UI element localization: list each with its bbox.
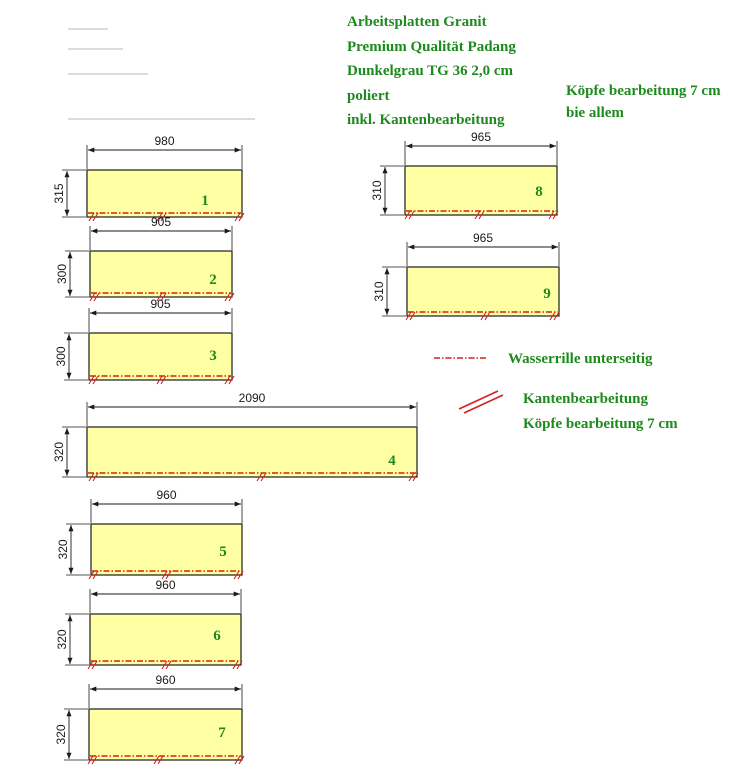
panel-number: 7 <box>218 725 226 741</box>
width-dimension-label: 2090 <box>238 391 266 405</box>
depth-dimension-label: 310 <box>372 281 386 302</box>
width-dimension-label: 905 <box>150 297 171 311</box>
width-dimension-label: 965 <box>472 231 494 245</box>
panel-9 <box>372 231 559 320</box>
depth-dimension-label: 315 <box>52 183 66 204</box>
panel-1 <box>52 134 244 221</box>
note-line: Köpfe bearbeitung 7 cm <box>566 83 721 99</box>
panel-number: 2 <box>209 272 217 288</box>
panel-number: 6 <box>213 628 221 644</box>
legend-edge-label: Kantenbearbeitung <box>523 391 649 407</box>
depth-dimension-label: 310 <box>370 180 384 201</box>
depth-dimension-label: 300 <box>54 346 68 367</box>
width-dimension-label: 960 <box>156 488 177 502</box>
panel-number: 4 <box>388 453 396 469</box>
header-line: inkl. Kantenbearbeitung <box>347 112 505 128</box>
depth-dimension-label: 300 <box>55 263 69 285</box>
panel-6 <box>55 578 242 669</box>
panel-number: 9 <box>543 286 551 302</box>
panel-7 <box>54 673 244 764</box>
legend-groove-label: Wasserrille unterseitig <box>508 351 653 367</box>
legend-layer <box>434 358 503 413</box>
depth-dimension-label: 320 <box>55 629 69 650</box>
panel-number: 1 <box>201 193 209 209</box>
note-line: bie allem <box>566 105 624 121</box>
depth-dimension-label: 320 <box>52 441 66 463</box>
panel-8 <box>370 130 558 219</box>
width-dimension-label: 905 <box>150 215 172 229</box>
panel-rect <box>87 427 417 477</box>
depth-dimension-label: 320 <box>56 539 70 560</box>
header-line: Premium Qualität Padang <box>347 38 516 55</box>
header-line: Dunkelgrau TG 36 2,0 cm <box>347 63 513 79</box>
panels-layer <box>52 130 559 764</box>
panel-number: 8 <box>535 184 543 200</box>
panel-5 <box>56 488 243 579</box>
header-line: Arbeitsplatten Granit <box>347 14 487 30</box>
legend-heads-label: Köpfe bearbeitung 7 cm <box>523 416 678 432</box>
width-dimension-label: 980 <box>154 134 175 148</box>
panel-number: 3 <box>209 348 217 364</box>
width-dimension-label: 960 <box>155 578 176 592</box>
depth-dimension-label: 320 <box>54 724 68 745</box>
width-dimension-label: 960 <box>155 673 176 687</box>
panel-2 <box>55 215 234 301</box>
header-line: poliert <box>347 87 390 104</box>
panel-4 <box>52 391 418 481</box>
panel-number: 5 <box>219 544 227 560</box>
width-dimension-label: 965 <box>470 130 492 144</box>
panel-rect <box>87 170 242 217</box>
panel-3 <box>54 297 234 384</box>
panel-rect <box>405 166 557 215</box>
panel-rect <box>407 267 559 316</box>
